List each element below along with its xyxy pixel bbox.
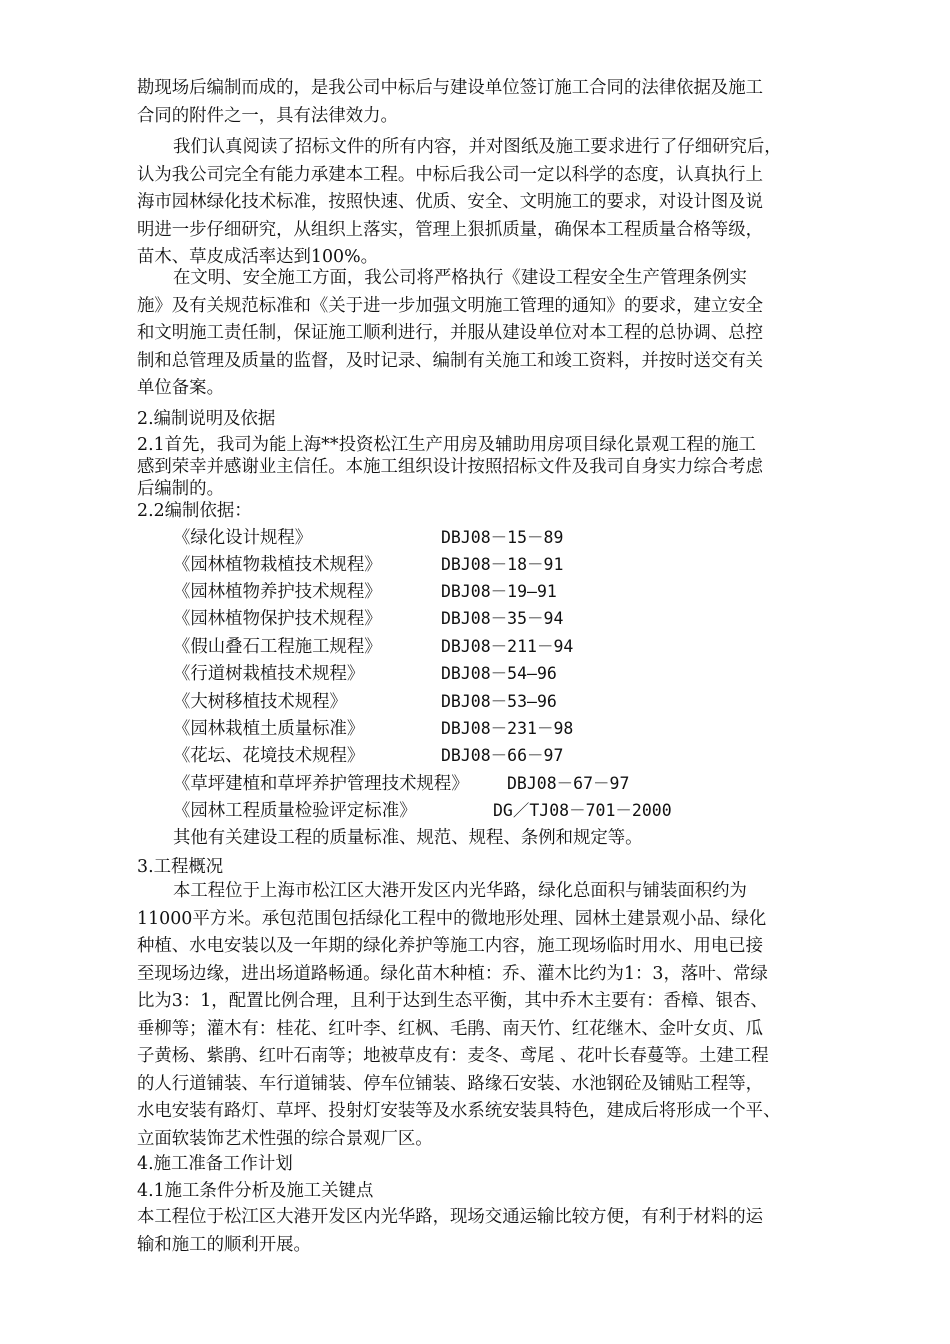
text-line: 单位备案。: [137, 378, 224, 398]
text-line: 明进一步仔细研究，从组织上落实，管理上狠抓质量，确保本工程质量合格等级，: [137, 219, 764, 240]
section2-2-heading: 2.2编制依据：: [137, 501, 252, 521]
standard-name: 《大树移植技术规程》: [173, 692, 347, 712]
text-line: 种植、水电安装以及一年期的绿化养护等施工内容，施工现场临时用水、用电已接: [137, 936, 764, 956]
text-line: 在文明、安全施工方面，我公司将严格执行《建设工程安全生产管理条例实: [173, 268, 747, 288]
standard-item: [173, 689, 773, 715]
standard-name: 《草坪建植和草坪养护管理技术规程》: [173, 774, 469, 794]
text-line: 合同的附件之一，具有法律效力。: [137, 105, 398, 126]
standard-name: 《花坛、花境技术规程》: [173, 746, 365, 766]
standard-item: [173, 634, 773, 660]
safety-paragraph: [137, 265, 837, 403]
standard-code: DBJ08－66－97: [441, 746, 564, 765]
standard-code: DBJ08－19—91: [441, 582, 557, 601]
section2-1-paragraph: [137, 434, 837, 500]
text-line: 勘现场后编制而成的，是我公司中标后与建设单位签订施工合同的法律依据及施工: [137, 78, 764, 98]
text-line: 后编制的。: [137, 479, 224, 499]
standard-item: [173, 661, 773, 687]
standard-item: [173, 798, 773, 824]
text-line: 至现场边缘，进出场道路畅通。绿化苗木种植：乔、灌木比约为1：3，落叶、常绿: [137, 963, 768, 984]
section4-1-paragraph: [137, 1204, 837, 1259]
standard-item: [173, 743, 773, 769]
standard-name: 《园林植物栽植技术规程》: [173, 555, 382, 575]
text-line: 认为我公司完全有能力承建本工程。中标后我公司一定以科学的态度，认真执行上: [137, 164, 764, 185]
text-line: 海市园林绿化技术标准，按照快速、优质、安全、文明施工的要求，对设计图及说: [137, 192, 764, 212]
section3-heading: 3.工程概况: [137, 857, 224, 877]
standard-item: [173, 606, 773, 632]
text-line: 11000平方米。承包范围包括绿化工程中的微地形处理、园林土建景观小品、绿化: [137, 908, 767, 929]
standard-code: DBJ08－15－89: [441, 528, 564, 547]
standard-name: 《假山叠石工程施工规程》: [173, 637, 382, 657]
text-line: 我们认真阅读了招标文件的所有内容，并对图纸及施工要求进行了仔细研究后，: [173, 137, 782, 157]
intro-paragraph: [137, 75, 837, 130]
text-line: 感到荣幸并感谢业主信任。本施工组织设计按照招标文件及我司自身实力综合考虑: [137, 457, 764, 477]
text-line: 立面软装饰艺术性强的综合景观厂区。: [137, 1128, 433, 1149]
section4-1-heading: 4.1施工条件分析及施工关键点: [137, 1181, 374, 1201]
standard-code: DG／TJ08－701－2000: [493, 801, 672, 820]
section4-heading: 4.施工准备工作计划: [137, 1154, 293, 1174]
standard-code: DBJ08－53—96: [441, 692, 557, 711]
text-line: 垂柳等；灌木有：桂花、红叶李、红枫、毛鹃、南天竹、红花继木、金叶女贞、瓜: [137, 1018, 764, 1039]
text-line: 比为3：1，配置比例合理，且利于达到生态平衡，其中乔木主要有：香樟、银杏、: [137, 991, 768, 1011]
standard-code: DBJ08－67－97: [507, 774, 630, 793]
text-line: 制和总管理及质量的监督，及时记录、编制有关施工和竣工资料，并按时送交有关: [137, 350, 764, 371]
standard-name: 《园林植物保护技术规程》: [173, 609, 382, 629]
standard-item: [173, 716, 773, 742]
text-line: 输和施工的顺利开展。: [137, 1234, 311, 1255]
standard-code: DBJ08－35－94: [441, 609, 564, 628]
standard-code: DBJ08－54—96: [441, 664, 557, 683]
text-line: 苗木、草皮成活率达到100%。: [137, 247, 379, 267]
text-line: 本工程位于上海市松江区大港开发区内光华路，绿化总面积与铺装面积约为: [173, 881, 747, 901]
standard-item: [173, 771, 773, 797]
section2-heading: 2.编制说明及依据: [137, 409, 276, 429]
text-line: 施》及有关规范标准和《关于进一步加强文明施工管理的通知》的要求，建立安全: [137, 295, 764, 316]
standard-name: 《园林植物养护技术规程》: [173, 582, 382, 602]
section3-paragraph: [137, 878, 837, 1153]
text-line: 水电安装有路灯、草坪、投射灯安装等及水系统安装具特色，建成后将形成一个平、: [137, 1101, 781, 1121]
standard-name: 《园林栽植土质量标准》: [173, 719, 365, 739]
standard-name: 《园林工程质量检验评定标准》: [173, 801, 417, 821]
text-line: 本工程位于松江区大港开发区内光华路，现场交通运输比较方便，有利于材料的运: [137, 1207, 764, 1227]
standard-code: DBJ08－18－91: [441, 555, 564, 574]
standards-other-note: [173, 825, 833, 851]
text-line: 2.1首先，我司为能上海**投资松江生产用房及辅助用房项目绿化景观工程的施工: [137, 435, 756, 455]
standard-name: 《绿化设计规程》: [173, 528, 313, 548]
standard-code: DBJ08－231－98: [441, 719, 574, 738]
text-line: 的人行道铺装、车行道铺装、停车位铺装、路缘石安装、水池钢砼及铺贴工程等，: [137, 1073, 764, 1094]
standard-item: [173, 552, 773, 578]
text-line: 其他有关建设工程的质量标准、规范、规程、条例和规定等。: [173, 828, 643, 848]
standard-name: 《行道树栽植技术规程》: [173, 664, 365, 684]
standard-code: DBJ08－211－94: [441, 637, 574, 656]
standard-item: [173, 579, 773, 605]
text-line: 和文明施工责任制，保证施工顺利进行，并服从建设单位对本工程的总协调、总控: [137, 323, 764, 343]
text-line: 子黄杨、紫鹃、红叶石南等；地被草皮有：麦冬、鸢尾 、花叶长春蔓等。土建工程: [137, 1046, 769, 1066]
study-paragraph: [137, 134, 837, 272]
standard-item: [173, 525, 773, 551]
